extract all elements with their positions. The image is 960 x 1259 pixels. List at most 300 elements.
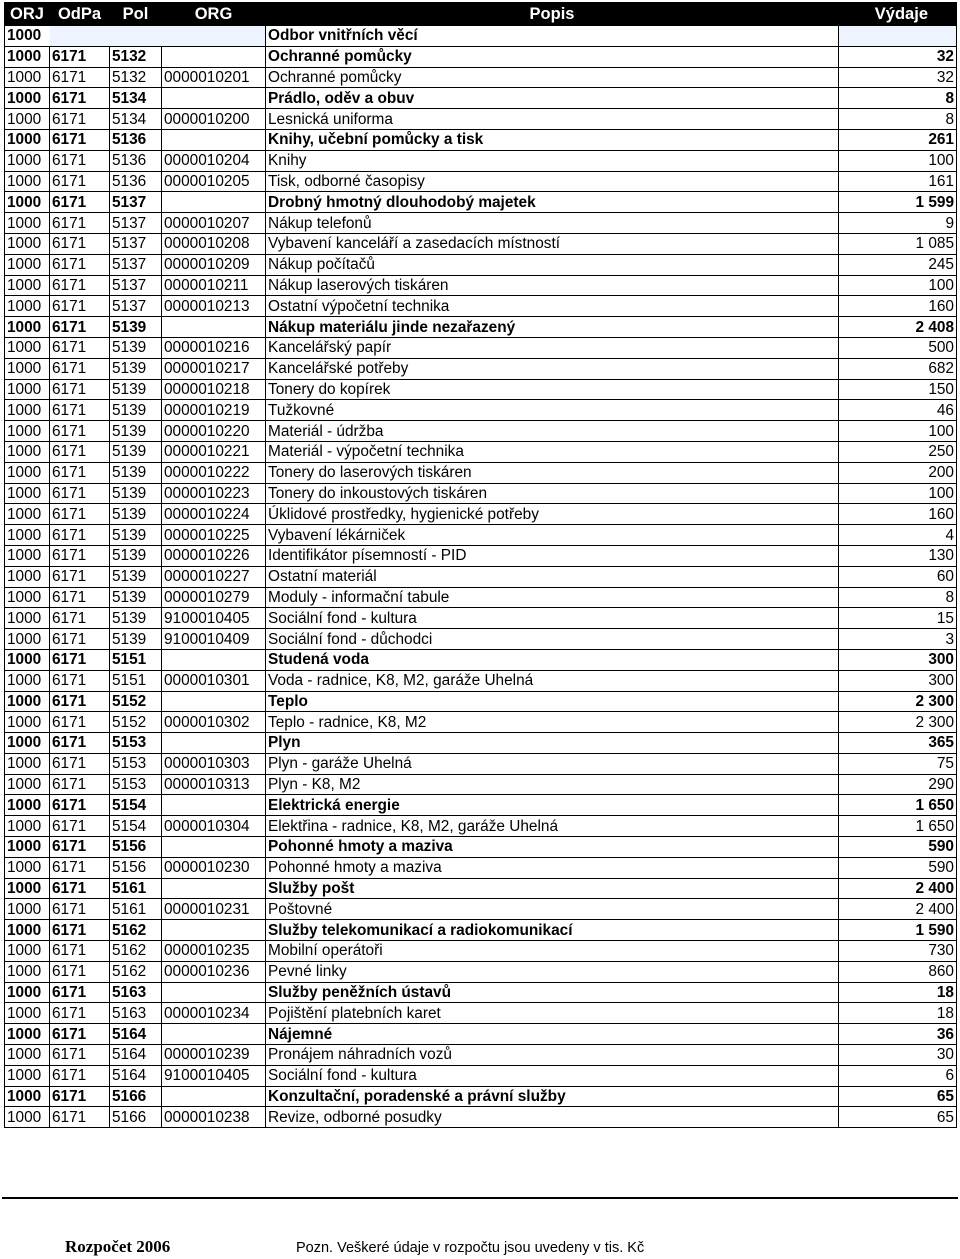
popis-cell: Pronájem náhradních vozů [266, 1045, 839, 1066]
table-row [5, 753, 957, 774]
pol-cell: 5139 [110, 608, 162, 629]
org-cell: 0000010207 [162, 213, 266, 234]
pol-cell: 5164 [110, 1045, 162, 1066]
odpa-cell: 6171 [50, 899, 110, 920]
pol-cell: 5164 [110, 1065, 162, 1086]
subtotal-row [5, 1086, 957, 1107]
table-row [5, 525, 957, 546]
org-cell [162, 920, 266, 941]
pol-cell: 5139 [110, 483, 162, 504]
popis-cell: Pohonné hmoty a maziva [266, 837, 839, 858]
pol-cell: 5153 [110, 753, 162, 774]
vydaje-cell: 160 [839, 504, 957, 525]
odpa-cell: 6171 [50, 857, 110, 878]
orj-cell: 1000 [5, 337, 50, 358]
org-cell: 0000010219 [162, 400, 266, 421]
vydaje-cell: 130 [839, 545, 957, 566]
subtotal-row [5, 129, 957, 150]
table-row [5, 899, 957, 920]
org-cell: 0000010211 [162, 275, 266, 296]
popis-cell: Studená voda [266, 649, 839, 670]
table-row [5, 608, 957, 629]
vydaje-cell: 365 [839, 733, 957, 754]
table-row [5, 712, 957, 733]
pol-cell: 5134 [110, 88, 162, 109]
vydaje-cell: 6 [839, 1065, 957, 1086]
vydaje-cell: 8 [839, 109, 957, 130]
pol-cell: 5154 [110, 795, 162, 816]
vydaje-cell: 1 650 [839, 795, 957, 816]
vydaje-cell: 150 [839, 379, 957, 400]
org-cell [162, 317, 266, 338]
orj-cell: 1000 [5, 192, 50, 213]
popis-cell: Elektřina - radnice, K8, M2, garáže Uhelná [266, 816, 839, 837]
odpa-cell: 6171 [50, 171, 110, 192]
department-row [5, 26, 957, 47]
odpa-cell: 6171 [50, 878, 110, 899]
org-cell: 0000010200 [162, 109, 266, 130]
pol-cell: 5139 [110, 358, 162, 379]
orj-cell: 1000 [5, 254, 50, 275]
pol-cell: 5151 [110, 670, 162, 691]
subtotal-row [5, 920, 957, 941]
pol-cell: 5164 [110, 1024, 162, 1045]
orj-cell: 1000 [5, 982, 50, 1003]
popis-cell: Ostatní výpočetní technika [266, 296, 839, 317]
pol-cell: 5139 [110, 629, 162, 650]
footer-divider [2, 1197, 958, 1199]
vydaje-cell: 245 [839, 254, 957, 275]
odpa-cell: 6171 [50, 941, 110, 962]
orj-cell: 1000 [5, 961, 50, 982]
table-row [5, 566, 957, 587]
pol-cell: 5139 [110, 337, 162, 358]
table-row [5, 629, 957, 650]
pol-cell: 5136 [110, 171, 162, 192]
popis-cell: Tisk, odborné časopisy [266, 171, 839, 192]
vydaje-cell: 65 [839, 1086, 957, 1107]
table-row [5, 483, 957, 504]
popis-cell: Nákup telefonů [266, 213, 839, 234]
table-row [5, 400, 957, 421]
odpa-cell: 6171 [50, 213, 110, 234]
odpa-cell: 6171 [50, 109, 110, 130]
org-cell: 0000010224 [162, 504, 266, 525]
vydaje-cell: 1 085 [839, 233, 957, 254]
col-header-vydaje: Výdaje [839, 3, 957, 26]
orj-cell: 1000 [5, 46, 50, 67]
orj-cell: 1000 [5, 275, 50, 296]
org-cell: 0000010279 [162, 587, 266, 608]
org-cell: 0000010234 [162, 1003, 266, 1024]
popis-cell: Revize, odborné posudky [266, 1107, 839, 1128]
popis-cell: Kancelářský papír [266, 337, 839, 358]
pol-cell: 5156 [110, 837, 162, 858]
pol-cell: 5139 [110, 441, 162, 462]
odpa-cell: 6171 [50, 129, 110, 150]
pol-cell: 5139 [110, 525, 162, 546]
org-cell: 0000010221 [162, 441, 266, 462]
table-row [5, 774, 957, 795]
odpa-cell: 6171 [50, 150, 110, 171]
orj-cell: 1000 [5, 483, 50, 504]
col-header-pol: Pol [110, 3, 162, 26]
popis-cell: Poštovné [266, 899, 839, 920]
popis-cell: Konzultační, poradenské a právní služby [266, 1086, 839, 1107]
popis-cell: Tonery do inkoustových tiskáren [266, 483, 839, 504]
table-row [5, 254, 957, 275]
subtotal-row [5, 317, 957, 338]
table-row [5, 337, 957, 358]
department-name: Odbor vnitřních věcí [266, 26, 839, 47]
pol-cell: 5166 [110, 1107, 162, 1128]
vydaje-cell: 8 [839, 88, 957, 109]
org-cell: 0000010220 [162, 421, 266, 442]
pol-cell: 5139 [110, 421, 162, 442]
pol-cell: 5152 [110, 691, 162, 712]
orj-cell: 1000 [5, 587, 50, 608]
popis-cell: Materiál - výpočetní technika [266, 441, 839, 462]
odpa-cell: 6171 [50, 483, 110, 504]
table-row [5, 109, 957, 130]
pol-cell: 5137 [110, 213, 162, 234]
org-cell: 0000010201 [162, 67, 266, 88]
odpa-cell: 6171 [50, 254, 110, 275]
pol-cell: 5132 [110, 46, 162, 67]
org-cell: 0000010235 [162, 941, 266, 962]
orj-cell: 1000 [5, 608, 50, 629]
pol-cell: 5139 [110, 545, 162, 566]
org-cell: 0000010238 [162, 1107, 266, 1128]
pol-cell: 5161 [110, 899, 162, 920]
pol-cell: 5139 [110, 566, 162, 587]
orj-cell: 1000 [5, 899, 50, 920]
odpa-cell: 6171 [50, 795, 110, 816]
vydaje-cell: 60 [839, 566, 957, 587]
vydaje-cell: 860 [839, 961, 957, 982]
popis-cell: Služby peněžních ústavů [266, 982, 839, 1003]
popis-cell: Drobný hmotný dlouhodobý majetek [266, 192, 839, 213]
org-cell [162, 691, 266, 712]
pol-cell: 5134 [110, 109, 162, 130]
orj-cell: 1000 [5, 816, 50, 837]
org-cell: 0000010223 [162, 483, 266, 504]
table-row [5, 504, 957, 525]
odpa-cell: 6171 [50, 587, 110, 608]
popis-cell: Lesnická uniforma [266, 109, 839, 130]
orj-cell: 1000 [5, 358, 50, 379]
vydaje-cell: 4 [839, 525, 957, 546]
pol-cell: 5136 [110, 150, 162, 171]
odpa-cell: 6171 [50, 920, 110, 941]
orj-cell: 1000 [5, 566, 50, 587]
popis-cell: Plyn - garáže Uhelná [266, 753, 839, 774]
vydaje-cell: 18 [839, 1003, 957, 1024]
odpa-cell: 6171 [50, 837, 110, 858]
popis-cell: Tonery do kopírek [266, 379, 839, 400]
popis-cell: Sociální fond - kultura [266, 608, 839, 629]
pol-cell: 5139 [110, 379, 162, 400]
pol-cell: 5154 [110, 816, 162, 837]
vydaje-cell: 590 [839, 837, 957, 858]
odpa-cell: 6171 [50, 421, 110, 442]
footer-note: Pozn. Veškeré údaje v rozpočtu jsou uvedeny v tis. Kč [296, 1240, 645, 1256]
table-row [5, 857, 957, 878]
table-row [5, 670, 957, 691]
subtotal-row [5, 192, 957, 213]
odpa-cell: 6171 [50, 753, 110, 774]
empty-cell [50, 26, 110, 47]
vydaje-cell: 65 [839, 1107, 957, 1128]
pol-cell: 5137 [110, 233, 162, 254]
table-row [5, 421, 957, 442]
table-row [5, 941, 957, 962]
vydaje-cell: 590 [839, 857, 957, 878]
subtotal-row [5, 1024, 957, 1045]
org-cell: 0000010216 [162, 337, 266, 358]
table-row [5, 213, 957, 234]
orj-cell: 1000 [5, 857, 50, 878]
pol-cell: 5153 [110, 774, 162, 795]
org-cell: 0000010231 [162, 899, 266, 920]
col-header-orj: ORJ [5, 3, 50, 26]
popis-cell: Vybavení kanceláří a zasedacích místností [266, 233, 839, 254]
subtotal-row [5, 733, 957, 754]
org-cell: 0000010230 [162, 857, 266, 878]
odpa-cell: 6171 [50, 670, 110, 691]
popis-cell: Teplo [266, 691, 839, 712]
table-row [5, 1003, 957, 1024]
odpa-cell: 6171 [50, 233, 110, 254]
popis-cell: Mobilní operátoři [266, 941, 839, 962]
vydaje-cell: 100 [839, 275, 957, 296]
popis-cell: Nákup materiálu jinde nezařazený [266, 317, 839, 338]
org-cell [162, 982, 266, 1003]
org-cell [162, 192, 266, 213]
org-cell: 0000010225 [162, 525, 266, 546]
odpa-cell: 6171 [50, 46, 110, 67]
org-cell: 0000010204 [162, 150, 266, 171]
budget-table [4, 2, 957, 1128]
org-cell: 0000010236 [162, 961, 266, 982]
table-row [5, 296, 957, 317]
table-row [5, 1045, 957, 1066]
odpa-cell: 6171 [50, 1024, 110, 1045]
table-row [5, 816, 957, 837]
popis-cell: Plyn [266, 733, 839, 754]
org-cell [162, 129, 266, 150]
vydaje-cell: 100 [839, 421, 957, 442]
table-row [5, 441, 957, 462]
odpa-cell: 6171 [50, 774, 110, 795]
popis-cell: Voda - radnice, K8, M2, garáže Uhelná [266, 670, 839, 691]
org-cell [162, 837, 266, 858]
org-cell: 0000010303 [162, 753, 266, 774]
popis-cell: Nákup počítačů [266, 254, 839, 275]
odpa-cell: 6171 [50, 441, 110, 462]
odpa-cell: 6171 [50, 1065, 110, 1086]
odpa-cell: 6171 [50, 462, 110, 483]
odpa-cell: 6171 [50, 629, 110, 650]
vydaje-cell: 75 [839, 753, 957, 774]
vydaje-cell: 161 [839, 171, 957, 192]
pol-cell: 5137 [110, 296, 162, 317]
pol-cell: 5162 [110, 941, 162, 962]
vydaje-cell: 300 [839, 670, 957, 691]
col-header-popis: Popis [266, 3, 839, 26]
pol-cell: 5137 [110, 192, 162, 213]
vydaje-cell: 160 [839, 296, 957, 317]
org-cell [162, 649, 266, 670]
table-row [5, 1107, 957, 1128]
orj-cell: 1000 [5, 753, 50, 774]
vydaje-cell: 46 [839, 400, 957, 421]
orj-cell: 1000 [5, 629, 50, 650]
vydaje-cell: 2 300 [839, 691, 957, 712]
pol-cell: 5151 [110, 649, 162, 670]
orj-cell: 1000 [5, 441, 50, 462]
pol-cell: 5152 [110, 712, 162, 733]
subtotal-row [5, 837, 957, 858]
popis-cell: Ochranné pomůcky [266, 46, 839, 67]
vydaje-cell: 2 408 [839, 317, 957, 338]
vydaje-cell: 2 400 [839, 899, 957, 920]
orj-cell: 1000 [5, 1024, 50, 1045]
orj-cell: 1000 [5, 150, 50, 171]
table-row [5, 462, 957, 483]
org-cell: 0000010304 [162, 816, 266, 837]
empty-cell [162, 26, 266, 47]
pol-cell: 5139 [110, 504, 162, 525]
popis-cell: Pojištění platebních karet [266, 1003, 839, 1024]
popis-cell: Nájemné [266, 1024, 839, 1045]
popis-cell: Teplo - radnice, K8, M2 [266, 712, 839, 733]
org-cell: 0000010226 [162, 545, 266, 566]
empty-cell [110, 26, 162, 47]
odpa-cell: 6171 [50, 358, 110, 379]
orj-cell: 1000 [5, 504, 50, 525]
orj-cell: 1000 [5, 213, 50, 234]
orj-cell: 1000 [5, 795, 50, 816]
vydaje-cell: 300 [839, 649, 957, 670]
orj-cell: 1000 [5, 317, 50, 338]
odpa-cell: 6171 [50, 379, 110, 400]
pol-cell: 5153 [110, 733, 162, 754]
header-row [5, 3, 957, 26]
col-header-odpa: OdPa [50, 3, 110, 26]
table-row [5, 961, 957, 982]
vydaje-cell: 18 [839, 982, 957, 1003]
table-row [5, 275, 957, 296]
org-cell [162, 1086, 266, 1107]
orj-cell: 1000 [5, 1065, 50, 1086]
popis-cell: Služby pošt [266, 878, 839, 899]
vydaje-cell: 3 [839, 629, 957, 650]
odpa-cell: 6171 [50, 712, 110, 733]
subtotal-row [5, 795, 957, 816]
vydaje-cell: 2 300 [839, 712, 957, 733]
table-row [5, 358, 957, 379]
odpa-cell: 6171 [50, 1086, 110, 1107]
vydaje-cell: 200 [839, 462, 957, 483]
orj-cell: 1000 [5, 691, 50, 712]
vydaje-cell: 250 [839, 441, 957, 462]
org-cell [162, 88, 266, 109]
empty-cell [839, 26, 957, 47]
popis-cell: Sociální fond - kultura [266, 1065, 839, 1086]
odpa-cell: 6171 [50, 400, 110, 421]
subtotal-row [5, 982, 957, 1003]
vydaje-cell: 100 [839, 150, 957, 171]
popis-cell: Ochranné pomůcky [266, 67, 839, 88]
org-cell: 0000010313 [162, 774, 266, 795]
odpa-cell: 6171 [50, 88, 110, 109]
pol-cell: 5137 [110, 254, 162, 275]
vydaje-cell: 730 [839, 941, 957, 962]
org-cell: 9100010405 [162, 608, 266, 629]
odpa-cell: 6171 [50, 296, 110, 317]
popis-cell: Pohonné hmoty a maziva [266, 857, 839, 878]
table-row [5, 150, 957, 171]
orj-cell: 1000 [5, 1045, 50, 1066]
pol-cell: 5137 [110, 275, 162, 296]
pol-cell: 5136 [110, 129, 162, 150]
odpa-cell: 6171 [50, 275, 110, 296]
org-cell: 0000010217 [162, 358, 266, 379]
org-cell [162, 878, 266, 899]
vydaje-cell: 15 [839, 608, 957, 629]
odpa-cell: 6171 [50, 1107, 110, 1128]
pol-cell: 5132 [110, 67, 162, 88]
vydaje-cell: 32 [839, 46, 957, 67]
pol-cell: 5162 [110, 961, 162, 982]
orj-cell: 1000 [5, 462, 50, 483]
vydaje-cell: 1 599 [839, 192, 957, 213]
popis-cell: Sociální fond - důchodci [266, 629, 839, 650]
pol-cell: 5139 [110, 317, 162, 338]
orj-cell: 1000 [5, 171, 50, 192]
popis-cell: Materiál - údržba [266, 421, 839, 442]
popis-cell: Ostatní materiál [266, 566, 839, 587]
department-orj: 1000 [5, 26, 50, 47]
org-cell: 0000010213 [162, 296, 266, 317]
org-cell: 0000010208 [162, 233, 266, 254]
popis-cell: Kancelářské potřeby [266, 358, 839, 379]
popis-cell: Služby telekomunikací a radiokomunikací [266, 920, 839, 941]
popis-cell: Identifikátor písemností - PID [266, 545, 839, 566]
footer-budget-year: Rozpočet 2006 [65, 1237, 171, 1256]
pol-cell: 5139 [110, 462, 162, 483]
col-header-org: ORG [162, 3, 266, 26]
odpa-cell: 6171 [50, 337, 110, 358]
orj-cell: 1000 [5, 129, 50, 150]
odpa-cell: 6171 [50, 566, 110, 587]
table-row [5, 171, 957, 192]
org-cell: 0000010227 [162, 566, 266, 587]
vydaje-cell: 100 [839, 483, 957, 504]
orj-cell: 1000 [5, 109, 50, 130]
org-cell: 9100010405 [162, 1065, 266, 1086]
pol-cell: 5166 [110, 1086, 162, 1107]
popis-cell: Úklidové prostředky, hygienické potřeby [266, 504, 839, 525]
vydaje-cell: 2 400 [839, 878, 957, 899]
odpa-cell: 6171 [50, 733, 110, 754]
popis-cell: Moduly - informační tabule [266, 587, 839, 608]
orj-cell: 1000 [5, 670, 50, 691]
odpa-cell: 6171 [50, 608, 110, 629]
popis-cell: Tonery do laserových tiskáren [266, 462, 839, 483]
pol-cell: 5139 [110, 587, 162, 608]
